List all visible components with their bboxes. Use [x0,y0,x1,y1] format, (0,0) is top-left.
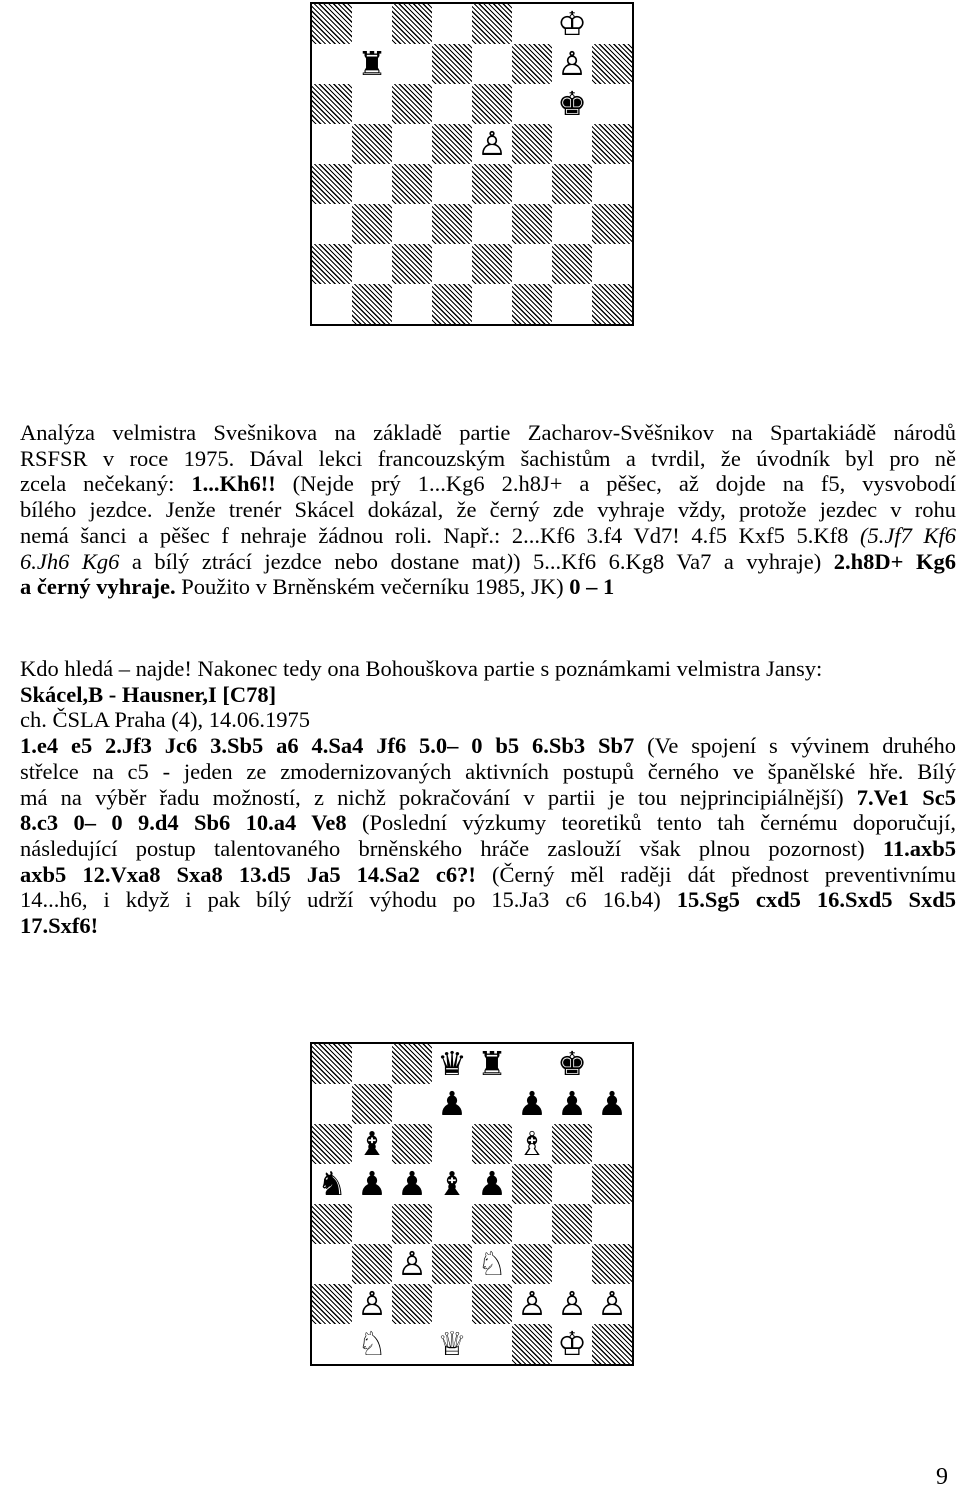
square-c8 [392,4,432,44]
square-d7 [432,44,472,84]
square-g5 [552,124,592,164]
text-segment: (Poslední výzkumy teoretiků tento tah černému doporučují, [346,810,957,836]
square-b7 [352,44,392,84]
text-line [20,707,956,733]
white-king-icon: ♔ [552,1324,592,1364]
square-e5 [472,124,512,164]
square-g4 [552,164,592,204]
black-pawn-icon: ♟ [472,1164,512,1204]
square-a3 [312,204,352,244]
text-segment: zcela nečekaný: [20,471,192,497]
square-b2 [352,1284,392,1324]
square-c3 [392,204,432,244]
square-g7 [552,44,592,84]
square-b1 [352,284,392,324]
white-pawn-icon: ♙ [592,1284,632,1324]
square-e4 [472,164,512,204]
text-segment: 7.Ve1 Sc5 [856,784,957,810]
square-c2 [392,244,432,284]
square-c5 [392,1164,432,1204]
text-segment: 2.h8D+ Kg6 [833,548,956,574]
square-h5 [592,124,632,164]
text-line [20,862,956,888]
square-d7 [432,1084,472,1124]
square-e7 [472,44,512,84]
text-line [20,523,956,549]
square-a3 [312,1244,352,1284]
square-a2 [312,244,352,284]
text-line [20,733,956,759]
square-c1 [392,284,432,324]
text-segment: Skácel,B - Hausner,I [C78] [20,681,277,707]
square-d2 [432,1284,472,1324]
white-bishop-icon: ♗ [512,1124,552,1164]
square-f8 [512,4,552,44]
text-line [20,785,956,811]
white-pawn-icon: ♙ [352,1284,392,1324]
square-d6 [432,1124,472,1164]
square-f2 [512,244,552,284]
text-segment: má na výběr řadu možností, z nichž pokračování v partii je tou nejprincipiálnější) [20,784,857,810]
analysis-paragraph [20,420,956,600]
square-h7 [592,44,632,84]
square-e1 [472,284,512,324]
white-queen-icon: ♕ [432,1324,472,1364]
text-segment: Použito v Brněnském večerníku 1985, JK) [175,574,570,600]
text-line [20,836,956,862]
square-b3 [352,204,392,244]
text-segment: ch. ČSLA Praha (4), 14.06.1975 [20,707,310,733]
square-c4 [392,164,432,204]
black-rook-icon: ♜ [352,44,392,84]
text-line [20,574,956,600]
chess-diagram-bottom [310,1042,634,1366]
square-g2 [552,1284,592,1324]
square-c4 [392,1204,432,1244]
text-line [20,759,956,785]
text-segment: střelce na c5 - jeden ze zmodernizovaných aktivních postupů černého ve španělské hře. Bílý [20,758,956,784]
square-g4 [552,1204,592,1244]
square-f8 [512,1044,552,1084]
square-h1 [592,284,632,324]
square-a5 [312,1164,352,1204]
square-d1 [432,1324,472,1364]
square-g7 [552,1084,592,1124]
black-pawn-icon: ♟ [592,1084,632,1124]
square-d1 [432,284,472,324]
white-pawn-icon: ♙ [392,1244,432,1284]
black-pawn-icon: ♟ [552,1084,592,1124]
white-pawn-icon: ♙ [552,44,592,84]
text-line [20,656,956,682]
text-line [20,887,956,913]
black-knight-icon: ♞ [312,1164,352,1204]
square-e6 [472,84,512,124]
text-segment: 15.Sg5 cxd5 16.Sxd5 Sxd5 [676,887,956,913]
square-b6 [352,84,392,124]
square-g6 [552,84,592,124]
square-c3 [392,1244,432,1284]
text-line [20,446,956,472]
square-h5 [592,1164,632,1204]
square-f6 [512,1124,552,1164]
square-e1 [472,1324,512,1364]
square-h8 [592,1044,632,1084]
square-b4 [352,164,392,204]
black-pawn-icon: ♟ [392,1164,432,1204]
square-g6 [552,1124,592,1164]
square-a1 [312,284,352,324]
square-f1 [512,1324,552,1364]
square-b8 [352,1044,392,1084]
black-pawn-icon: ♟ [352,1164,392,1204]
text-segment: 11.axb5 [882,835,956,861]
square-h4 [592,1204,632,1244]
square-b4 [352,1204,392,1244]
text-segment: ) [505,548,513,574]
text-segment: 14...h6, i když i pak bílý udrží výhodu po 15.Ja3 c6 16.b4) [20,887,677,913]
square-b8 [352,4,392,44]
square-f5 [512,1164,552,1204]
text-segment: ) 5...Kf6 6.Kg8 Va7 a vyhraje) [513,548,834,574]
square-d4 [432,1204,472,1244]
square-d6 [432,84,472,124]
text-segment: Analýza velmistra Svešnikova na základě partie Zacharov-Svěšnikov na Spartakiádě národů [20,420,956,445]
square-a1 [312,1324,352,1364]
white-pawn-icon: ♙ [552,1284,592,1324]
square-f6 [512,84,552,124]
text-segment: a bílý ztrácí jezdce nebo dostane mat [119,548,506,574]
square-d3 [432,204,472,244]
square-e5 [472,1164,512,1204]
square-g3 [552,1244,592,1284]
text-segment: 8.c3 0– 0 9.d4 Sb6 10.a4 Ve8 [20,810,347,836]
square-h8 [592,4,632,44]
square-d8 [432,1044,472,1084]
text-segment: a černý vyhraje. [20,574,176,600]
text-line [20,810,956,836]
square-a5 [312,124,352,164]
square-e2 [472,1284,512,1324]
square-f3 [512,1244,552,1284]
square-f7 [512,44,552,84]
black-pawn-icon: ♟ [432,1084,472,1124]
square-f3 [512,204,552,244]
square-h4 [592,164,632,204]
text-segment: RSFSR v roce 1975. Dával lekci francouzským šachistům a tvrdil, že úvodník byl pro ně [20,445,956,471]
text-segment: bílého jezdce. Jenže trenér Skácel dokázal, že černý zde vyhraje vždy, protože jezdec v rohu [20,497,956,523]
square-f5 [512,124,552,164]
text-segment: 6.Jh6 Kg6 [20,548,120,574]
square-b3 [352,1244,392,1284]
square-f2 [512,1284,552,1324]
text-segment: 17.Sxf6! [20,913,99,939]
square-d3 [432,1244,472,1284]
square-d5 [432,124,472,164]
text-segment: 1...Kh6!! [191,471,276,497]
square-e2 [472,244,512,284]
square-f4 [512,1204,552,1244]
square-c8 [392,1044,432,1084]
text-segment: následující postup talentovaného brněnského hráče zaslouží však plnou pozornost) [20,835,883,861]
text-segment: axb5 12.Vxa8 Sxa8 13.d5 Ja5 14.Sa2 c6?! [20,861,476,887]
black-king-icon: ♚ [552,84,592,124]
square-c5 [392,124,432,164]
square-g1 [552,284,592,324]
square-a7 [312,1084,352,1124]
white-knight-icon: ♘ [352,1324,392,1364]
page-number: 9 [936,1464,948,1490]
square-e6 [472,1124,512,1164]
square-b6 [352,1124,392,1164]
text-line [20,471,956,497]
text-segment: nemá šanci a pěšec f nehraje žádnou roli. Např.: 2...Kf6 3.f4 Vd7! 4.f5 Kxf5 5.Kf8 [20,522,860,548]
text-segment: (Ve spojení s vývinem druhého [634,733,956,759]
text-segment: (5.Jf7 Kf6 [860,522,956,548]
square-h2 [592,1284,632,1324]
square-b5 [352,124,392,164]
text-segment: 1.e4 e5 2.Jf3 Jc6 3.Sb5 a6 4.Sa4 Jf6 5.0– 0 b5 6.Sb3 Sb7 [20,733,635,759]
square-g5 [552,1164,592,1204]
square-a6 [312,84,352,124]
square-d2 [432,244,472,284]
square-h6 [592,84,632,124]
text-line [20,913,956,939]
text-segment: Kdo hledá – najde! Nakonec tedy ona Bohouškova partie s poznámkami velmistra Jansy: [20,656,823,681]
square-g8 [552,4,592,44]
black-queen-icon: ♛ [432,1044,472,1084]
square-h6 [592,1124,632,1164]
white-knight-icon: ♘ [472,1244,512,1284]
square-g1 [552,1324,592,1364]
square-h2 [592,244,632,284]
black-king-icon: ♚ [552,1044,592,1084]
white-pawn-icon: ♙ [472,124,512,164]
text-line [20,682,956,708]
square-h1 [592,1324,632,1364]
game-paragraph [20,656,956,939]
white-king-icon: ♔ [552,4,592,44]
text-line [20,497,956,523]
square-b1 [352,1324,392,1364]
square-a4 [312,1204,352,1244]
text-segment: (Nejde prý 1...Kg6 2.h8J+ a pěšec, až dojde na f5, vysvobodí [275,471,956,497]
square-e8 [472,4,512,44]
square-g2 [552,244,592,284]
text-line [20,420,956,446]
square-f7 [512,1084,552,1124]
square-g8 [552,1044,592,1084]
square-e3 [472,1244,512,1284]
square-b2 [352,244,392,284]
square-f4 [512,164,552,204]
square-d5 [432,1164,472,1204]
square-e3 [472,204,512,244]
text-segment: 0 – 1 [569,574,615,600]
square-f1 [512,284,552,324]
square-c7 [392,44,432,84]
black-pawn-icon: ♟ [512,1084,552,1124]
square-a6 [312,1124,352,1164]
square-c1 [392,1324,432,1364]
black-rook-icon: ♜ [472,1044,512,1084]
black-bishop-icon: ♝ [432,1164,472,1204]
square-h7 [592,1084,632,1124]
square-a7 [312,44,352,84]
square-c6 [392,1124,432,1164]
square-e7 [472,1084,512,1124]
square-a8 [312,4,352,44]
square-a2 [312,1284,352,1324]
square-d8 [432,4,472,44]
square-e4 [472,1204,512,1244]
square-h3 [592,1244,632,1284]
square-a8 [312,1044,352,1084]
text-line [20,549,956,575]
square-c6 [392,84,432,124]
square-e8 [472,1044,512,1084]
square-c7 [392,1084,432,1124]
square-h3 [592,204,632,244]
white-pawn-icon: ♙ [512,1284,552,1324]
chess-diagram-top [310,2,634,326]
square-d4 [432,164,472,204]
square-b7 [352,1084,392,1124]
black-bishop-icon: ♝ [352,1124,392,1164]
square-a4 [312,164,352,204]
square-b5 [352,1164,392,1204]
square-c2 [392,1284,432,1324]
text-segment: (Černý měl raději dát přednost preventivnímu [475,861,956,887]
square-g3 [552,204,592,244]
